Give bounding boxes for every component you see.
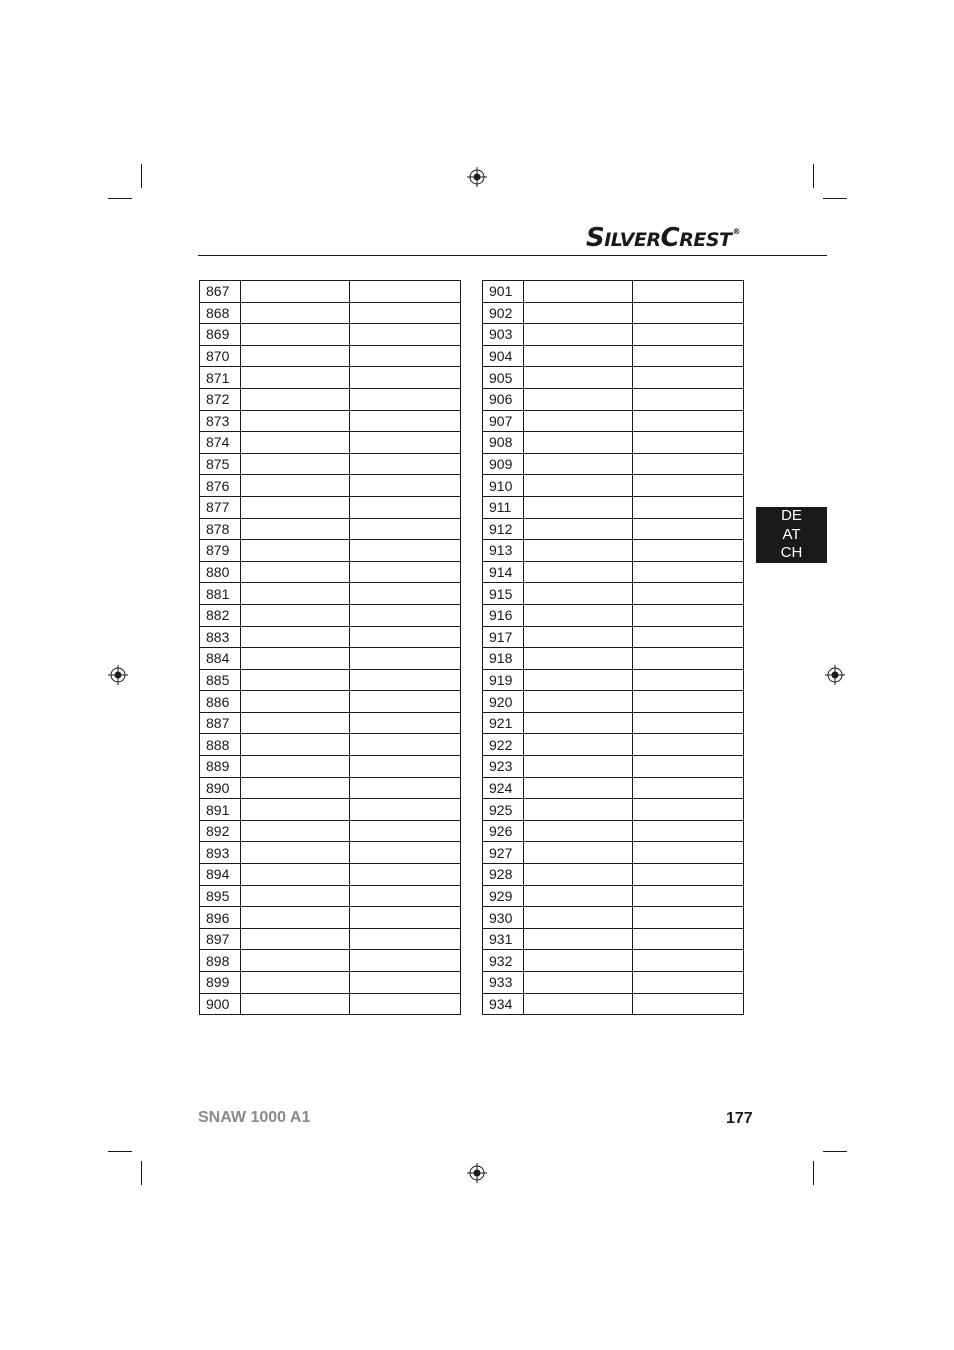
- entry-cell: [241, 734, 350, 756]
- entry-cell: [633, 885, 744, 907]
- entry-cell: [241, 496, 350, 518]
- entry-cell: [241, 281, 350, 303]
- row-number: 887: [200, 712, 241, 734]
- row-number: 878: [200, 518, 241, 540]
- entry-cell: [524, 583, 633, 605]
- entry-cell: [633, 777, 744, 799]
- row-number: 909: [483, 453, 524, 475]
- entry-cell: [524, 885, 633, 907]
- entry-cell: [350, 820, 461, 842]
- entry-cell: [524, 993, 633, 1015]
- entry-cell: [241, 799, 350, 821]
- table-row: [200, 410, 461, 432]
- table-row: [200, 561, 461, 583]
- entry-cell: [241, 712, 350, 734]
- row-number: 908: [483, 432, 524, 454]
- table-row: [483, 864, 744, 886]
- entry-cell: [241, 928, 350, 950]
- table-row: [483, 496, 744, 518]
- entry-cell: [350, 432, 461, 454]
- table-row: [483, 885, 744, 907]
- table-row: [483, 518, 744, 540]
- entry-cell: [524, 756, 633, 778]
- table-row: [200, 799, 461, 821]
- table-row: [483, 972, 744, 994]
- row-number: 899: [200, 972, 241, 994]
- entry-cell: [524, 410, 633, 432]
- row-number: 925: [483, 799, 524, 821]
- entry-cell: [350, 453, 461, 475]
- footer-model-name: SNAW 1000 A1: [198, 1109, 311, 1126]
- table-row: [483, 842, 744, 864]
- entry-cell: [241, 648, 350, 670]
- row-number: 892: [200, 820, 241, 842]
- entry-cell: [524, 561, 633, 583]
- row-number: 913: [483, 540, 524, 562]
- table-row: [200, 885, 461, 907]
- entry-cell: [241, 518, 350, 540]
- row-number: 880: [200, 561, 241, 583]
- table-row: [200, 993, 461, 1015]
- entry-cell: [241, 345, 350, 367]
- entry-cell: [241, 756, 350, 778]
- entry-cell: [633, 410, 744, 432]
- entry-cell: [524, 777, 633, 799]
- entry-cell: [350, 648, 461, 670]
- brand-part1-initial: S: [586, 223, 605, 253]
- entry-cell: [350, 410, 461, 432]
- entry-cell: [524, 496, 633, 518]
- table-row: [200, 669, 461, 691]
- entry-cell: [241, 820, 350, 842]
- row-number: 920: [483, 691, 524, 713]
- row-number: 869: [200, 324, 241, 346]
- entry-cell: [524, 842, 633, 864]
- entry-cell: [633, 799, 744, 821]
- crop-mark: [813, 1161, 814, 1185]
- table-row: [483, 756, 744, 778]
- row-number: 888: [200, 734, 241, 756]
- entry-cell: [524, 518, 633, 540]
- row-number: 933: [483, 972, 524, 994]
- footer-page-number: 177: [726, 1110, 753, 1127]
- entry-cell: [524, 388, 633, 410]
- row-number: 902: [483, 302, 524, 324]
- table-row: [483, 777, 744, 799]
- table-row: [200, 777, 461, 799]
- entry-cell: [350, 561, 461, 583]
- entry-cell: [241, 907, 350, 929]
- entry-cell: [524, 345, 633, 367]
- row-number: 884: [200, 648, 241, 670]
- entry-cell: [524, 799, 633, 821]
- entry-cell: [633, 756, 744, 778]
- row-number: 932: [483, 950, 524, 972]
- entry-cell: [350, 972, 461, 994]
- entry-cell: [350, 842, 461, 864]
- entry-cell: [350, 669, 461, 691]
- row-number: 896: [200, 907, 241, 929]
- row-number: 915: [483, 583, 524, 605]
- entry-cell: [350, 864, 461, 886]
- row-number: 927: [483, 842, 524, 864]
- table-row: [483, 712, 744, 734]
- registration-mark-icon: [467, 1163, 487, 1183]
- entry-cell: [524, 734, 633, 756]
- entry-cell: [241, 453, 350, 475]
- entry-cell: [524, 691, 633, 713]
- entry-cell: [350, 583, 461, 605]
- row-number: 906: [483, 388, 524, 410]
- row-number: 919: [483, 669, 524, 691]
- entry-cell: [241, 950, 350, 972]
- row-number: 905: [483, 367, 524, 389]
- entry-cell: [350, 799, 461, 821]
- entry-cell: [241, 669, 350, 691]
- row-number: 895: [200, 885, 241, 907]
- table-row: [483, 907, 744, 929]
- entry-cell: [241, 410, 350, 432]
- entry-cell: [524, 367, 633, 389]
- entry-cell: [633, 734, 744, 756]
- row-number: 931: [483, 928, 524, 950]
- row-number: 916: [483, 604, 524, 626]
- entry-cell: [241, 604, 350, 626]
- entry-cell: [633, 950, 744, 972]
- entry-cell: [241, 561, 350, 583]
- entry-cell: [633, 496, 744, 518]
- language-code: DE: [781, 507, 802, 524]
- brand-part2-rest: REST: [679, 229, 732, 251]
- table-row: [483, 410, 744, 432]
- table-row: [483, 820, 744, 842]
- crop-mark: [108, 198, 132, 199]
- table-row: [483, 950, 744, 972]
- table-row: [200, 691, 461, 713]
- entry-cell: [350, 345, 461, 367]
- table-row: [483, 691, 744, 713]
- row-number: 876: [200, 475, 241, 497]
- crop-mark: [141, 1161, 142, 1185]
- entry-cell: [524, 453, 633, 475]
- table-row: [200, 345, 461, 367]
- table-row: [483, 928, 744, 950]
- table-row: [200, 475, 461, 497]
- table-row: [483, 388, 744, 410]
- entry-cell: [350, 950, 461, 972]
- table-row: [200, 950, 461, 972]
- table-row: [200, 281, 461, 303]
- entry-cell: [524, 972, 633, 994]
- table-row: [483, 345, 744, 367]
- table-row: [200, 626, 461, 648]
- registration-mark-icon: [467, 167, 487, 187]
- table-row: [483, 734, 744, 756]
- table-row: [200, 540, 461, 562]
- table-row: [483, 583, 744, 605]
- row-number: 873: [200, 410, 241, 432]
- table-row: [200, 367, 461, 389]
- entry-cell: [350, 496, 461, 518]
- entry-cell: [633, 928, 744, 950]
- entry-cell: [350, 367, 461, 389]
- entry-cell: [524, 604, 633, 626]
- table-row: [200, 842, 461, 864]
- row-number: 912: [483, 518, 524, 540]
- entry-cell: [241, 777, 350, 799]
- row-number: 872: [200, 388, 241, 410]
- crop-mark: [823, 198, 847, 199]
- entry-cell: [633, 475, 744, 497]
- entry-cell: [350, 885, 461, 907]
- table-row: [483, 626, 744, 648]
- row-number: 894: [200, 864, 241, 886]
- row-number: 883: [200, 626, 241, 648]
- entry-cell: [524, 712, 633, 734]
- entry-cell: [241, 475, 350, 497]
- entry-cell: [633, 583, 744, 605]
- crop-mark: [141, 164, 142, 188]
- entry-cell: [633, 432, 744, 454]
- entry-cell: [524, 540, 633, 562]
- table-row: [483, 604, 744, 626]
- row-number: 934: [483, 993, 524, 1015]
- entry-cell: [350, 734, 461, 756]
- brand-logo: [586, 223, 740, 253]
- entry-cell: [524, 302, 633, 324]
- row-number: 914: [483, 561, 524, 583]
- row-number: 903: [483, 324, 524, 346]
- table-row: [200, 604, 461, 626]
- entry-cell: [350, 907, 461, 929]
- entry-cell: [241, 842, 350, 864]
- entry-cell: [524, 820, 633, 842]
- entry-cell: [633, 907, 744, 929]
- number-table-right: [482, 280, 744, 1015]
- entry-cell: [350, 518, 461, 540]
- table-row: [200, 496, 461, 518]
- entry-cell: [633, 842, 744, 864]
- entry-cell: [633, 561, 744, 583]
- entry-cell: [350, 540, 461, 562]
- row-number: 911: [483, 496, 524, 518]
- entry-cell: [350, 691, 461, 713]
- entry-cell: [633, 453, 744, 475]
- row-number: 918: [483, 648, 524, 670]
- row-number: 923: [483, 756, 524, 778]
- row-number: 929: [483, 885, 524, 907]
- entry-cell: [350, 928, 461, 950]
- table-row: [200, 928, 461, 950]
- entry-cell: [241, 302, 350, 324]
- entry-cell: [633, 518, 744, 540]
- crop-mark: [813, 164, 814, 188]
- entry-cell: [633, 648, 744, 670]
- entry-cell: [350, 281, 461, 303]
- entry-cell: [633, 345, 744, 367]
- row-number: 882: [200, 604, 241, 626]
- row-number: 879: [200, 540, 241, 562]
- entry-cell: [524, 324, 633, 346]
- entry-cell: [633, 691, 744, 713]
- table-row: [200, 583, 461, 605]
- row-number: 910: [483, 475, 524, 497]
- entry-cell: [633, 367, 744, 389]
- entry-cell: [241, 388, 350, 410]
- table-row: [483, 561, 744, 583]
- entry-cell: [633, 388, 744, 410]
- row-number: 898: [200, 950, 241, 972]
- entry-cell: [633, 626, 744, 648]
- table-row: [200, 453, 461, 475]
- table-row: [200, 864, 461, 886]
- table-row: [200, 432, 461, 454]
- entry-cell: [350, 777, 461, 799]
- row-number: 868: [200, 302, 241, 324]
- entry-cell: [350, 993, 461, 1015]
- registered-mark: ®: [732, 227, 740, 236]
- entry-cell: [350, 324, 461, 346]
- row-number: 901: [483, 281, 524, 303]
- row-number: 928: [483, 864, 524, 886]
- entry-cell: [633, 972, 744, 994]
- entry-cell: [524, 950, 633, 972]
- table-row: [483, 302, 744, 324]
- entry-cell: [524, 432, 633, 454]
- entry-cell: [633, 302, 744, 324]
- registration-mark-icon: [108, 665, 128, 685]
- table-row: [200, 972, 461, 994]
- number-table-left: [199, 280, 461, 1015]
- entry-cell: [241, 626, 350, 648]
- entry-cell: [524, 626, 633, 648]
- language-code: CH: [780, 544, 803, 561]
- table-row: [200, 324, 461, 346]
- entry-cell: [524, 928, 633, 950]
- entry-cell: [633, 820, 744, 842]
- row-number: 907: [483, 410, 524, 432]
- brand-part1-rest: ILVER: [604, 229, 661, 251]
- table-row: [200, 518, 461, 540]
- table-row: [483, 648, 744, 670]
- table-row: [483, 432, 744, 454]
- entry-cell: [524, 907, 633, 929]
- entry-cell: [241, 864, 350, 886]
- entry-cell: [241, 993, 350, 1015]
- row-number: 922: [483, 734, 524, 756]
- row-number: 889: [200, 756, 241, 778]
- entry-cell: [524, 864, 633, 886]
- entry-cell: [350, 626, 461, 648]
- table-row: [483, 281, 744, 303]
- entry-cell: [633, 540, 744, 562]
- row-number: 930: [483, 907, 524, 929]
- row-number: 870: [200, 345, 241, 367]
- row-number: 900: [200, 993, 241, 1015]
- language-tab: [756, 507, 827, 563]
- row-number: 893: [200, 842, 241, 864]
- table-row: [483, 475, 744, 497]
- entry-cell: [524, 669, 633, 691]
- table-row: [200, 734, 461, 756]
- row-number: 867: [200, 281, 241, 303]
- entry-cell: [241, 324, 350, 346]
- table-row: [483, 453, 744, 475]
- entry-cell: [633, 669, 744, 691]
- row-number: 926: [483, 820, 524, 842]
- row-number: 897: [200, 928, 241, 950]
- entry-cell: [241, 691, 350, 713]
- entry-cell: [350, 712, 461, 734]
- entry-cell: [633, 993, 744, 1015]
- language-code: AT: [782, 525, 801, 543]
- header-rule: [198, 255, 827, 256]
- row-number: 891: [200, 799, 241, 821]
- entry-cell: [241, 583, 350, 605]
- entry-cell: [241, 540, 350, 562]
- entry-cell: [350, 604, 461, 626]
- row-number: 885: [200, 669, 241, 691]
- crop-mark: [823, 1151, 847, 1152]
- table-row: [200, 820, 461, 842]
- crop-mark: [108, 1151, 132, 1152]
- table-row: [483, 799, 744, 821]
- table-row: [200, 756, 461, 778]
- entry-cell: [633, 324, 744, 346]
- entry-cell: [524, 475, 633, 497]
- table-row: [483, 540, 744, 562]
- table-row: [483, 993, 744, 1015]
- table-row: [200, 907, 461, 929]
- entry-cell: [241, 972, 350, 994]
- table-row: [200, 388, 461, 410]
- row-number: 877: [200, 496, 241, 518]
- row-number: 890: [200, 777, 241, 799]
- row-number: 921: [483, 712, 524, 734]
- row-number: 881: [200, 583, 241, 605]
- table-row: [200, 712, 461, 734]
- entry-cell: [350, 756, 461, 778]
- entry-cell: [241, 367, 350, 389]
- row-number: 874: [200, 432, 241, 454]
- row-number: 886: [200, 691, 241, 713]
- entry-cell: [350, 388, 461, 410]
- registration-mark-icon: [825, 665, 845, 685]
- entry-cell: [524, 281, 633, 303]
- row-number: 917: [483, 626, 524, 648]
- entry-cell: [241, 885, 350, 907]
- entry-cell: [633, 281, 744, 303]
- row-number: 875: [200, 453, 241, 475]
- row-number: 924: [483, 777, 524, 799]
- brand-part2-initial: C: [660, 223, 680, 253]
- table-row: [483, 324, 744, 346]
- entry-cell: [350, 302, 461, 324]
- entry-cell: [633, 604, 744, 626]
- table-row: [200, 302, 461, 324]
- entry-cell: [350, 475, 461, 497]
- entry-cell: [241, 432, 350, 454]
- entry-cell: [633, 864, 744, 886]
- row-number: 904: [483, 345, 524, 367]
- table-row: [483, 367, 744, 389]
- table-row: [483, 669, 744, 691]
- entry-cell: [633, 712, 744, 734]
- table-row: [200, 648, 461, 670]
- entry-cell: [524, 648, 633, 670]
- row-number: 871: [200, 367, 241, 389]
